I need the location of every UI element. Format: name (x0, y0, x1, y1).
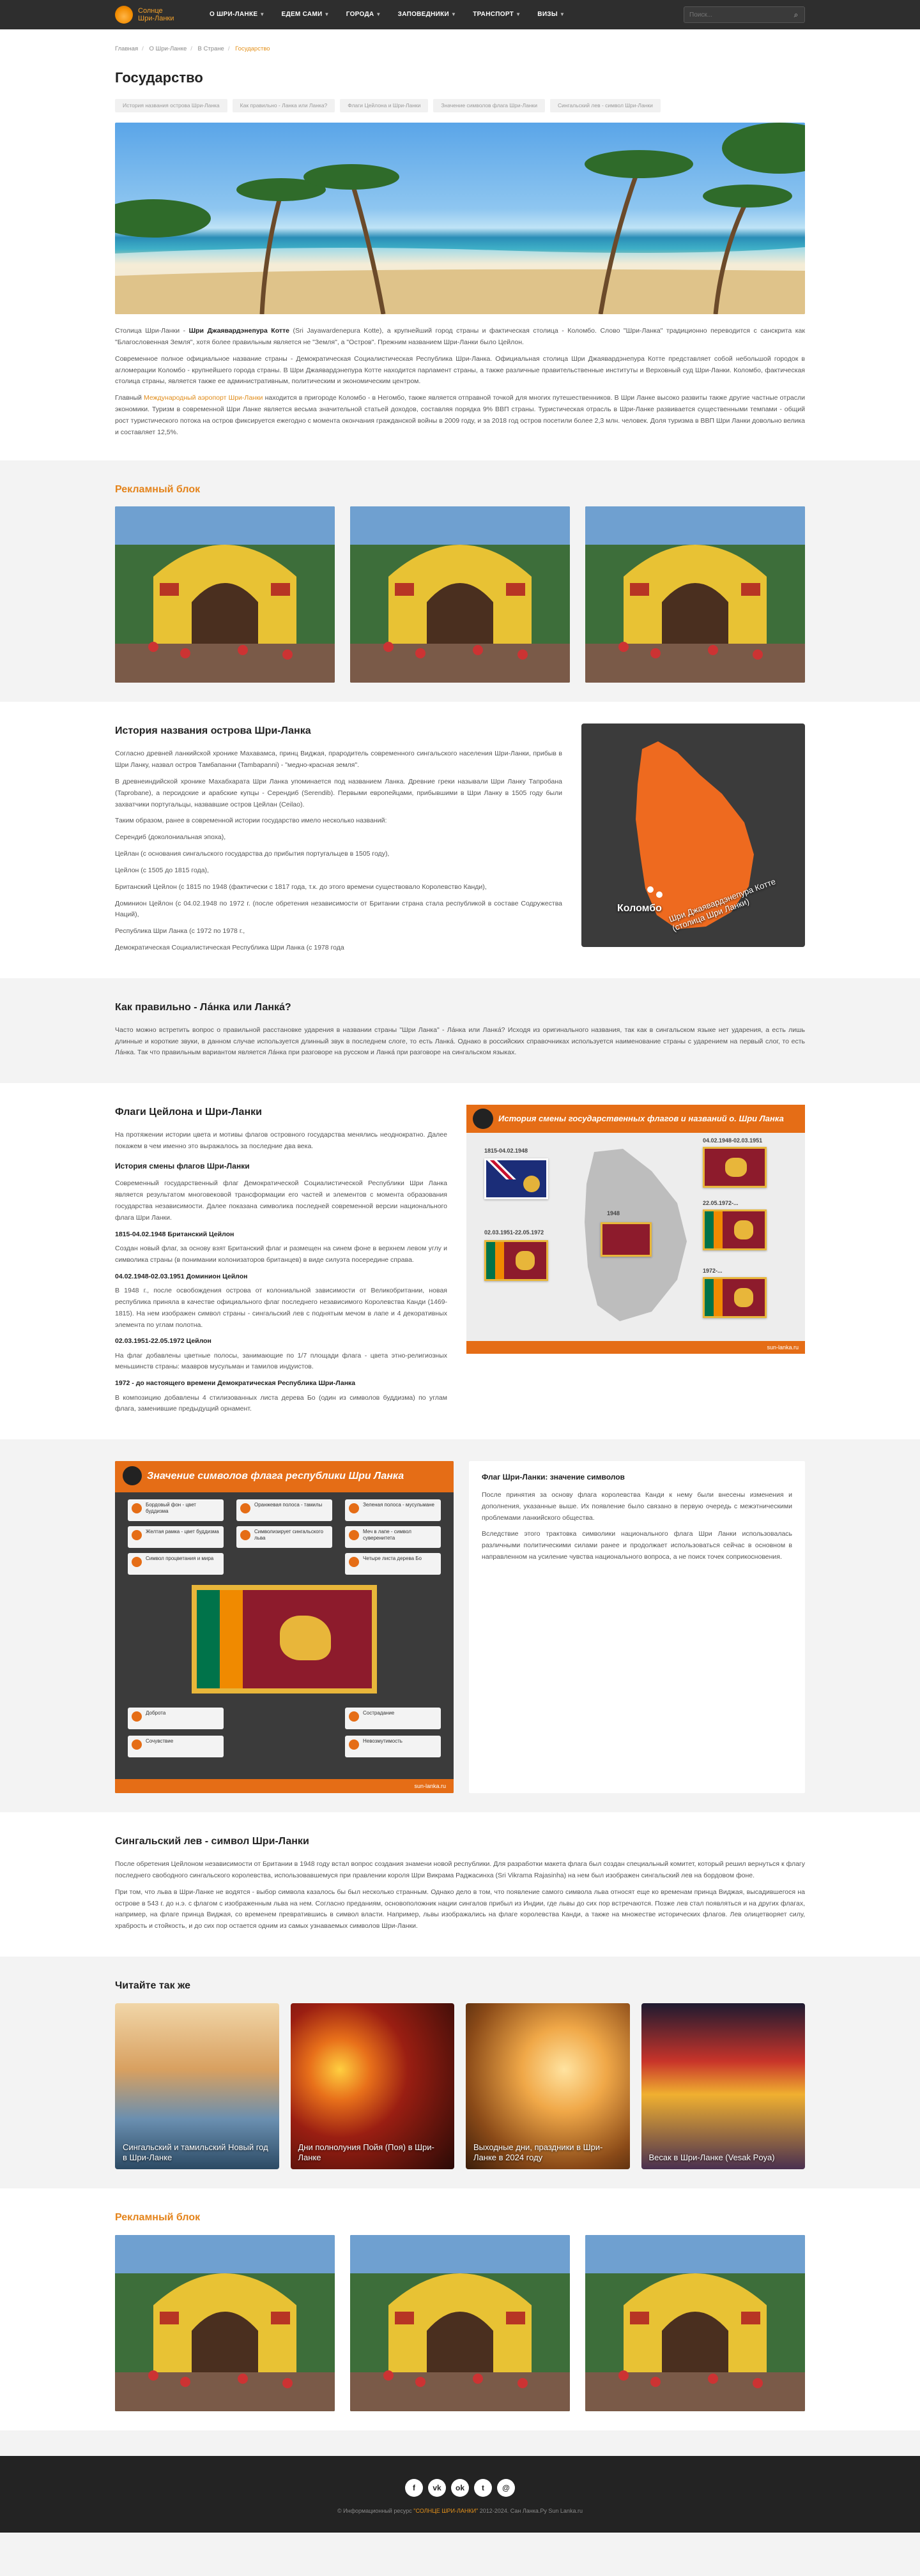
ad-section (0, 2188, 920, 2430)
tag-lanka[interactable]: Как правильно - Ланка или Ланка? (233, 99, 335, 112)
news-card-title: Выходные дни, праздники в Шри-Ланке в 2024 году (473, 2142, 603, 2162)
facebook-icon[interactable]: f (405, 2479, 423, 2497)
flag-period-heading: 04.02.1948-02.03.1951 Доминион Цейлон (115, 1272, 248, 1280)
poster-year: 22.05.1972-... (703, 1200, 739, 1207)
flag-period-heading: 1815-04.02.1948 Британский Цейлон (115, 1230, 234, 1238)
breadcrumb-home[interactable]: Главная (115, 45, 139, 52)
ad-banner[interactable] (350, 506, 570, 683)
site-logo[interactable] (115, 6, 201, 24)
chevron-down-icon: ▼ (259, 11, 265, 18)
chevron-down-icon: ▼ (324, 11, 330, 18)
ad-title: Рекламный блок (115, 2211, 201, 2223)
intro-paragraph-2: Современное полное официальное название страны - Демократическая Социалистическая Республика Шри-Ланка. Официальная столица Шри Джаявардэнепура Котте представляет собой небольшой городок в агломерации Коломбо - крупнейшего города страны. В Шри Джаявардэнепура Котте находится парламент страны, а также различные правительственные институты и Верховный суд Шри-Ланки. Коломбо, фактическая столица страны, является также ее административным, политическим и экономическим центром. (115, 354, 805, 386)
history-paragraph: Цейлон (с 1505 до 1815 года), (115, 866, 209, 874)
lion-paragraph: При том, что льва в Шри-Ланке не водятся - выбор символа казалось бы был несколько странным. Однако дело в том, что появление самого символа льва относят еще ко временам принца Виджая, высадившегося на острове в 543 г. до н.э. с флагом с изображенным льва на нем. Согласно преданиям, основоположник нации сингалов прибыл из Индии, где львы до сих пор встречаются. Позже лев стал появляться и на других флагах, например, на флаге принца Виджая, со временем превратившись в символ власти. Например, львы изображались на флаге королевства Канди, а также на множестве исторических флагов. Лев олицетворяет силу, храбрость и стойкость, и до сих пор остается одним из самых узнаваемых символов Шри-Ланки. (115, 1888, 805, 1930)
symbol-cell: Меч в лапе - символ суверенитета (345, 1526, 441, 1548)
sri-lanka-1972-flag (703, 1209, 767, 1250)
news-card[interactable] (466, 2003, 630, 2169)
breadcrumb: Главная / О Шри-Ланке / В Стране / Государство (115, 45, 270, 52)
flags-paragraph: Создан новый флаг, за основу взят Британский флаг и размещен на синем фоне в верхнем левом углу и символика страны (в понимании колонизаторов британцев) в виде силуэта посередине справа. (115, 1245, 447, 1264)
news-card[interactable] (115, 2003, 279, 2169)
poster-title: Значение символов флага республики Шри Ланка (147, 1471, 404, 1482)
search-box (684, 6, 805, 23)
ad-banner[interactable] (585, 2235, 805, 2411)
flag-period-heading: 02.03.1951-22.05.1972 Цейлон (115, 1337, 211, 1345)
ad-section (0, 460, 920, 702)
lion-paragraph: После обретения Цейлоном независимости от Британии в 1948 году встал вопрос создания знамени новой республики. Для разработки макета флага был создан специальный комитет, который решил вернуться к флагу последнего свободного сингальского королевства, использовавшемуся при правлении короля Шри Викрама Раджасинха (Sri Vikrama Rajasinha) на нем был изображен сингальский лев на бордовом фоне. (115, 1860, 805, 1879)
symbol-cell: Символ процветания и мира (128, 1553, 224, 1575)
poster-site-url: sun-lanka.ru (115, 1779, 454, 1793)
ad-banner[interactable] (115, 506, 335, 683)
flags-paragraph: Современный государственный флаг Демократической Социалистической Республики Шри Ланка является результатом многовековой трансформации его частей и элементов с момента образования государства независимости. Далее показана символика последней современной версии национального флага Шри Ланки. (115, 1179, 447, 1222)
vk-icon[interactable]: vk (428, 2479, 446, 2497)
history-paragraph: Цейлан (с основания сингальского государства до прибытия португальцев в 1505 году), (115, 850, 390, 858)
odnoklassniki-icon[interactable]: ok (451, 2479, 469, 2497)
history-paragraph: Согласно древней ланкийской хронике Махавамса, принц Виджая, прародитель современного сингальского населения Шри-Ланки, прибыв в Шри Ланку, назвал остров Тамбапанни (Tambapanni) - "медно-красная земля". (115, 750, 562, 769)
history-paragraph: Доминион Цейлон (с 04.02.1948 по 1972 г. (после обретения независимости от Британии страна стала республикой в составе Содружества Наций), (115, 899, 562, 919)
menu-item-visas[interactable]: ВИЗЫ ▼ (537, 11, 565, 19)
tag-flags[interactable]: Флаги Цейлона и Шри-Ланки (340, 99, 428, 112)
flags-title: Флаги Цейлона и Шри-Ланки (115, 1107, 262, 1118)
history-paragraph: В древнеиндийской хронике Махабхарата Шри Ланка упоминается под названием Ланка. Древние греки называли Шри Ланку Тапробана (Taprobane), а персидские и арабские купцы - Серендиб (Serendib). Первыми европейцами, прибывшими в Шри Ланку в 1505 году были захватчики португальцы, назвавшие остров Цейлан (Ceilao). (115, 777, 562, 808)
flag-history-poster (466, 1105, 805, 1354)
airport-link[interactable]: Международный аэропорт Шри-Ланки (144, 394, 263, 402)
telegram-icon[interactable]: t (474, 2479, 492, 2497)
symbols-section (0, 1439, 920, 1812)
breadcrumb-country[interactable]: В Стране (197, 45, 224, 52)
social-links (0, 2479, 920, 2497)
poster-year: 1972-... (703, 1268, 723, 1275)
sri-lanka-map (581, 724, 805, 947)
email-icon[interactable]: @ (497, 2479, 515, 2497)
poster-year: 02.03.1951-22.05.1972 (484, 1229, 544, 1236)
poster-site-url: sun-lanka.ru (466, 1341, 805, 1354)
dominion-ceylon-flag (703, 1147, 767, 1188)
tag-lion[interactable]: Сингальский лев - символ Шри-Ланки (550, 99, 661, 112)
chevron-down-icon: ▼ (516, 11, 521, 18)
read-also-section (0, 1957, 920, 2188)
ad-banner[interactable] (585, 506, 805, 683)
sri-lanka-flag (192, 1585, 377, 1693)
history-paragraph: Британский Цейлон (с 1815 по 1948 (фактически с 1817 года, т.к. до этого времени существовало Королевство Канди), (115, 883, 487, 891)
symbols-paragraph: Вследствие этого трактовка символики национального флага Шри Ланки использовалась различными политическими силами ранее и продолжает использоваться сейчас в основном в направленном на усиление чувства национального вопроса, а не поиск точек соприкосновения. (482, 1530, 792, 1561)
menu-item-reserves[interactable]: ЗАПОВЕДНИКИ ▼ (397, 11, 457, 19)
news-card[interactable] (641, 2003, 806, 2169)
symbols-paragraph: После принятия за основу флага королевства Канди к нему были внесены изменения и дополнения, указанные выше. Их появление было связано в первую очередь с межэтническими проблемами ланкийского общества. (482, 1490, 792, 1522)
history-title: История названия острова Шри-Ланка (115, 725, 311, 737)
chevron-down-icon: ▼ (559, 11, 565, 18)
flags-section (0, 1083, 920, 1439)
sri-lanka-current-flag (703, 1277, 767, 1318)
chevron-down-icon: ▼ (376, 11, 381, 18)
flags-intro: На протяжении истории цвета и мотивы флагов островного государства менялись неоднократно. Далее покажем в чем именно это выражалось за последние два века. (115, 1131, 447, 1150)
page-title: Государство (115, 69, 203, 86)
ad-title: Рекламный блок (115, 483, 201, 495)
lion-badge-icon (473, 1109, 493, 1129)
ceylon-1951-flag (484, 1240, 548, 1281)
copyright: © Информационный ресурс "СОЛНЦЕ ШРИ-ЛАНКИ" 2012-2024. Сан Ланка.Ру Sun Lanka.ru (337, 2507, 583, 2514)
breadcrumb-about[interactable]: О Шри-Ланке (149, 45, 187, 52)
flags-paragraph: На флаг добавлены цветные полосы, занимающие по 1/7 площади флага - цвета этно-религиозных меньшинств страны: маавров мусульман и тамилов индуистов. (115, 1351, 447, 1371)
site-footer (0, 2456, 920, 2533)
logo-text: Солнце Шри-Ланки (138, 7, 174, 22)
hero-beach-image (115, 123, 805, 314)
history-paragraph: Таким образом, ранее в современной истории государство имело несколько названий: (115, 817, 387, 825)
tag-history[interactable]: История названия острова Шри-Ланка (115, 99, 227, 112)
symbol-cell: Зеленая полоса - мусульмане (345, 1499, 441, 1521)
menu-item-travel[interactable]: ЕДЕМ САМИ ▼ (281, 11, 330, 19)
news-card-title: Дни полнолуния Пойя (Поя) в Шри-Ланке (298, 2142, 434, 2162)
main-article (0, 29, 920, 460)
symbol-cell: Сострадание (345, 1708, 441, 1729)
poster-year: 1948 (607, 1210, 620, 1217)
intro-paragraph-3: Главный Международный аэропорт Шри-Ланки находится в пригороде Коломбо - в Негомбо, также является отправной точкой для многих путешественников. В Шри Ланке высоко развиты также другие частные отрасли экономики. Туризм в современной Шри Ланке является весьма значительной статьей доходов, составляя порядка 9% ВВП страны. Туристическая отрасль в Шри-Ланке развивается существенными темпами - общий рост туристического потока на остров фиксируется ежегодно с момента окончания гражданской войны в 2009 году, и за 2018 год остров посетили более 2,3 млн. человек. Доля туризма в ВВП Шри Ланки довольно велика и составляет 12,5%. (115, 394, 805, 436)
history-paragraph: Республика Шри Ланка (с 1972 по 1978 г., (115, 927, 245, 936)
lanka-title: Как правильно - Ла́нка или Ланка́? (115, 1001, 291, 1013)
chevron-down-icon: ▼ (450, 11, 457, 18)
top-nav (0, 0, 920, 29)
lion-section (0, 1812, 920, 1957)
breadcrumb-current: Государство (235, 45, 270, 52)
tag-symbols[interactable]: Значение символов флага Шри-Ланки (433, 99, 545, 112)
british-ceylon-flag (484, 1158, 548, 1199)
poster-title: История смены государственных флагов и названий о. Шри Ланка (498, 1114, 784, 1124)
flag-symbols-poster (115, 1461, 454, 1793)
symbols-box-title: Флаг Шри-Ланки: значение символов (482, 1473, 625, 1482)
history-section (0, 702, 920, 978)
ad-banner[interactable] (115, 2235, 335, 2411)
flags-paragraph: В 1948 г., после освобождения острова от колониальной зависимости от Великобритании, новая республика приняла в качестве официального флаг последнего независимого Королевства Канди (1469-1815). На нем изображен символ страны - сингальский лев с поднятым мечом в лапе и 4 декоративных элемента по углам полотна. (115, 1286, 447, 1329)
history-paragraph: Серендиб (доколониальная эпоха), (115, 833, 226, 842)
symbol-cell: Желтая рамка - цвет буддизма (128, 1526, 224, 1548)
lion-badge-icon (123, 1466, 142, 1485)
lanka-paragraph: Часто можно встретить вопрос о правильной расстановке ударения в названии страны "Шри Ланка" - Ла́нка или Ланка́? Исходя из оригинального названия, так как в сингальском языке нет ударения, а есть лишь длинные и короткие звуки, в данном случае используется длинный звук в последнем слоге, то есть Ланка́. Однако в российских справочниках используется наименование страны с ударением на первый слог, то есть Ла́нка. Так что правильным вариантом является Ла́нка при разговоре на русском и Ланка́ при разговоре на сингальском языках. (115, 1026, 805, 1057)
news-card-title: Сингальский и тамильский Новый год в Шри-Ланке (123, 2142, 268, 2162)
symbol-cell: Оранжевая полоса - тамилы (236, 1499, 332, 1521)
flag-period-heading: 1972 - до настоящего времени Демократическая Республика Шри-Ланка (115, 1379, 356, 1388)
symbol-cell: Четыре листа дерева Бо (345, 1553, 441, 1575)
symbols-text-box (469, 1461, 805, 1793)
search-input[interactable] (684, 11, 788, 19)
kandy-flag (601, 1222, 652, 1257)
lion-title: Сингальский лев - символ Шри-Ланки (115, 1836, 309, 1847)
symbol-cell: Сочувствие (128, 1736, 224, 1757)
lanka-section (0, 978, 920, 1083)
flags-paragraph: В композицию добавлены 4 стилизованных листа дерева Бо (один из символов буддизма) по углам флага, заменившие предыдущий орнамент. (115, 1393, 447, 1413)
map-label-capital: Шри Джаявардэнепура Котте (столица Шри Ланки) (668, 877, 777, 934)
anchor-tags (115, 99, 805, 112)
map-label-colombo: Коломбо (617, 903, 662, 914)
flags-subtitle: История смены флагов Шри-Ланки (115, 1161, 250, 1171)
main-menu (210, 10, 565, 20)
read-also-title: Читайте так же (115, 1980, 191, 1992)
news-card-title: Весак в Шри-Ланке (Vesak Poya) (648, 2152, 775, 2162)
symbol-cell: Невозмутимость (345, 1736, 441, 1757)
ad-banner[interactable] (350, 2235, 570, 2411)
menu-item-cities[interactable]: ГОРОДА ▼ (346, 11, 381, 19)
poster-year: 1815-04.02.1948 (484, 1148, 528, 1155)
symbol-cell: Бордовый фон - цвет буддизма (128, 1499, 224, 1521)
sun-logo-icon (115, 6, 133, 24)
symbol-cell: Символизирует сингальского льва (236, 1526, 332, 1548)
intro-paragraph-1: Столица Шри-Ланки - Шри Джаявардэнепура Котте (Sri Jayawardenepura Kotte), а крупнейший город страны и фактическая столица - Коломбо. Слово "Шри-Ланка" традиционно переводится с санскрита как "Благословенная Земля", хотя более правильным является не "Земля", а "Остров". Прежним названием Шри-Ланки было Цейлон. (115, 326, 805, 346)
search-icon[interactable]: ⌕ (793, 10, 799, 19)
history-paragraph: Демократическая Социалистическая Республика Шри Ланка (с 1978 года (115, 944, 344, 952)
menu-item-about[interactable]: О ШРИ-ЛАНКЕ ▼ (210, 11, 265, 19)
symbol-cell: Доброта (128, 1708, 224, 1729)
menu-item-transport[interactable]: ТРАНСПОРТ ▼ (473, 11, 521, 19)
poster-year: 04.02.1948-02.03.1951 (703, 1137, 763, 1144)
news-card[interactable] (291, 2003, 455, 2169)
